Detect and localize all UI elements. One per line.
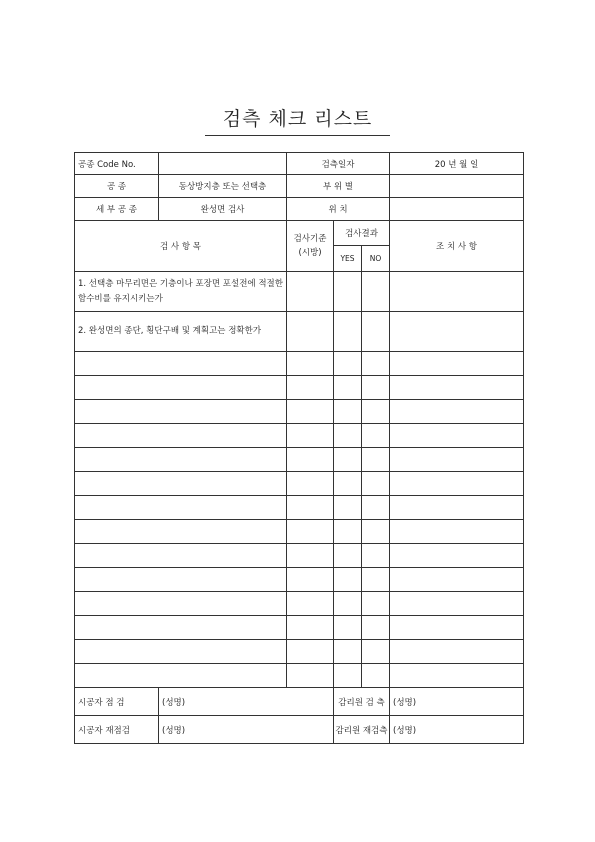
no-cell[interactable] (362, 312, 390, 352)
empty-row (75, 448, 524, 472)
no-cell[interactable] (362, 592, 390, 616)
no-cell[interactable] (362, 376, 390, 400)
yes-cell[interactable] (334, 568, 362, 592)
item-cell[interactable] (75, 424, 287, 448)
no-column-header: NO (362, 246, 390, 272)
no-cell[interactable] (362, 544, 390, 568)
no-cell[interactable] (362, 616, 390, 640)
item-cell[interactable] (75, 400, 287, 424)
empty-row (75, 592, 524, 616)
criteria-cell[interactable] (287, 496, 334, 520)
empty-row (75, 544, 524, 568)
criteria-cell[interactable] (287, 640, 334, 664)
column-header-row-1 (75, 221, 524, 246)
item-row (75, 272, 524, 312)
item-cell[interactable] (75, 448, 287, 472)
no-cell[interactable] (362, 568, 390, 592)
supervisor-measure-value[interactable]: (성명) (390, 688, 524, 716)
work-code-label: 공종 Code No. (75, 153, 159, 175)
action-cell[interactable] (390, 592, 524, 616)
empty-row (75, 472, 524, 496)
empty-row (75, 424, 524, 448)
no-cell[interactable] (362, 640, 390, 664)
header-row-code (75, 153, 524, 175)
contractor-recheck-value[interactable]: (성명) (159, 716, 334, 744)
yes-cell[interactable] (334, 352, 362, 376)
criteria-header-line1: 검사기준 (293, 234, 327, 244)
no-cell[interactable] (362, 448, 390, 472)
action-cell[interactable] (390, 352, 524, 376)
item-cell[interactable] (75, 544, 287, 568)
work-code-value[interactable] (159, 153, 287, 175)
yes-cell[interactable] (334, 376, 362, 400)
header-row-sub (75, 198, 524, 221)
department-value[interactable] (390, 175, 524, 198)
no-cell[interactable] (362, 664, 390, 688)
work-type-label: 공 종 (75, 175, 159, 198)
signature-section (75, 688, 524, 744)
action-cell[interactable] (390, 448, 524, 472)
yes-cell[interactable] (334, 616, 362, 640)
header-row-type (75, 175, 524, 198)
item-cell[interactable] (75, 472, 287, 496)
inspection-date-label: 검측일자 (287, 153, 390, 175)
item-cell[interactable] (75, 352, 287, 376)
criteria-column-header (287, 221, 334, 272)
empty-row (75, 352, 524, 376)
yes-cell[interactable] (334, 544, 362, 568)
action-cell[interactable] (390, 312, 524, 352)
yes-cell[interactable] (334, 520, 362, 544)
item-row (75, 312, 524, 352)
no-cell[interactable] (362, 424, 390, 448)
criteria-cell[interactable] (287, 664, 334, 688)
department-label: 부 위 별 (287, 175, 390, 198)
no-cell[interactable] (362, 352, 390, 376)
empty-row (75, 520, 524, 544)
action-cell[interactable] (390, 640, 524, 664)
no-cell[interactable] (362, 272, 390, 312)
supervisor-measure-label: 감리원 검 측 (334, 688, 390, 716)
no-cell[interactable] (362, 496, 390, 520)
criteria-cell[interactable] (287, 400, 334, 424)
title-wrap (0, 104, 595, 136)
item-cell[interactable] (75, 376, 287, 400)
yes-cell[interactable] (334, 448, 362, 472)
empty-row (75, 400, 524, 424)
criteria-cell[interactable] (287, 352, 334, 376)
inspection-date-value[interactable]: 20 년 월 일 (390, 153, 524, 175)
yes-cell[interactable] (334, 592, 362, 616)
empty-row (75, 640, 524, 664)
action-cell[interactable] (390, 400, 524, 424)
item-cell[interactable] (75, 592, 287, 616)
criteria-cell[interactable] (287, 376, 334, 400)
signature-row-1 (75, 688, 524, 716)
empty-row (75, 664, 524, 688)
criteria-cell[interactable] (287, 272, 334, 312)
yes-cell[interactable] (334, 640, 362, 664)
criteria-cell[interactable] (287, 472, 334, 496)
criteria-cell[interactable] (287, 424, 334, 448)
item-cell[interactable] (75, 640, 287, 664)
yes-cell[interactable] (334, 424, 362, 448)
yes-cell[interactable] (334, 400, 362, 424)
action-cell[interactable] (390, 496, 524, 520)
yes-cell[interactable] (334, 496, 362, 520)
empty-row (75, 568, 524, 592)
location-label: 위 치 (287, 198, 390, 221)
signature-row-2 (75, 716, 524, 744)
action-cell[interactable] (390, 472, 524, 496)
action-cell[interactable] (390, 424, 524, 448)
supervisor-remeasure-value[interactable]: (성명) (390, 716, 524, 744)
work-type-value[interactable]: 동상방지층 또는 선택층 (159, 175, 287, 198)
no-cell[interactable] (362, 472, 390, 496)
page-title: 검측 체크 리스트 (205, 104, 391, 136)
yes-column-header: YES (334, 246, 362, 272)
criteria-cell[interactable] (287, 592, 334, 616)
empty-row (75, 496, 524, 520)
location-value[interactable] (390, 198, 524, 221)
empty-row (75, 616, 524, 640)
no-cell[interactable] (362, 400, 390, 424)
contractor-inspector-label: 시공자 점 검 (75, 688, 159, 716)
action-cell[interactable] (390, 664, 524, 688)
supervisor-remeasure-label: 감리원 재검측 (334, 716, 390, 744)
action-cell[interactable] (390, 568, 524, 592)
item-text: 2. 완성면의 종단, 횡단구배 및 계획고는 정확한가 (75, 312, 287, 352)
criteria-cell[interactable] (287, 568, 334, 592)
sub-work-value[interactable]: 완성면 검사 (159, 198, 287, 221)
criteria-header-line2: (시방) (298, 248, 322, 258)
result-column-header: 검사결과 (334, 221, 390, 246)
sub-work-label: 세 부 공 종 (75, 198, 159, 221)
item-cell[interactable] (75, 616, 287, 640)
item-cell[interactable] (75, 496, 287, 520)
item-cell[interactable] (75, 520, 287, 544)
action-column-header: 조 치 사 항 (390, 221, 524, 272)
empty-row (75, 376, 524, 400)
item-text: 1. 선택층 마무리면은 기층이나 포장면 포설전에 적절한 함수비를 유지시키는가 (75, 272, 287, 312)
yes-cell[interactable] (334, 472, 362, 496)
action-cell[interactable] (390, 616, 524, 640)
action-cell[interactable] (390, 544, 524, 568)
criteria-cell[interactable] (287, 616, 334, 640)
criteria-cell[interactable] (287, 520, 334, 544)
yes-cell[interactable] (334, 664, 362, 688)
item-column-header: 검 사 항 목 (75, 221, 287, 272)
action-cell[interactable] (390, 520, 524, 544)
criteria-cell[interactable] (287, 448, 334, 472)
no-cell[interactable] (362, 520, 390, 544)
contractor-recheck-label: 시공자 재점검 (75, 716, 159, 744)
criteria-cell[interactable] (287, 544, 334, 568)
yes-cell[interactable] (334, 312, 362, 352)
yes-cell[interactable] (334, 272, 362, 312)
action-cell[interactable] (390, 272, 524, 312)
item-cell[interactable] (75, 664, 287, 688)
criteria-cell[interactable] (287, 312, 334, 352)
checklist-table (74, 152, 524, 744)
action-cell[interactable] (390, 376, 524, 400)
item-cell[interactable] (75, 568, 287, 592)
contractor-inspector-value[interactable]: (성명) (159, 688, 334, 716)
